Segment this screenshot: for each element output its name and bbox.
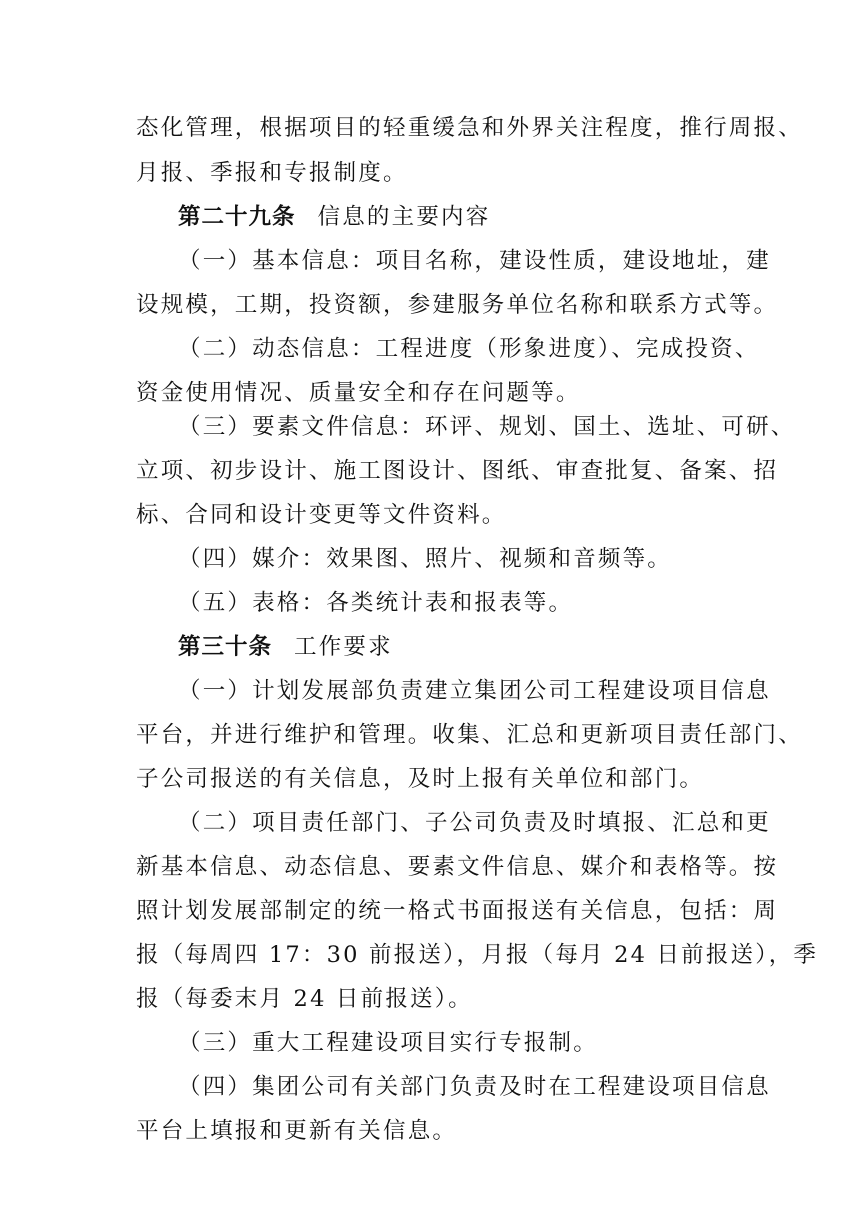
paragraph-line: 态化管理，根据项目的轻重缓急和外界关注程度，推行周报、: [136, 115, 803, 141]
article-29-number: 第二十九条: [178, 204, 296, 230]
paragraph-line: 报（每委末月 24 日前报送）。: [136, 986, 473, 1012]
paragraph-line: （二）项目责任部门、子公司负责及时填报、汇总和更: [178, 810, 771, 836]
paragraph-line: （四）媒介：效果图、照片、视频和音频等。: [178, 546, 673, 572]
paragraph-line: 月报、季报和专报制度。: [136, 160, 408, 186]
paragraph-line: （三）要素文件信息：环评、规划、国土、选址、可研、: [178, 414, 796, 440]
paragraph-line: 照计划发展部制定的统一格式书面报送有关信息，包括：周: [136, 898, 779, 924]
article-30-heading: [0, 625, 868, 669]
paragraph-line: 子公司报送的有关信息，及时上报有关单位和部门。: [136, 766, 705, 792]
paragraph-line: （五）表格：各类统计表和报表等。: [178, 590, 574, 616]
paragraph-line: 平台上填报和更新有关信息。: [136, 1118, 458, 1144]
article-29-title: 信息的主要内容: [317, 204, 491, 230]
paragraph-line: （一）计划发展部负责建立集团公司工程建设项目信息: [178, 678, 771, 704]
paragraph-line: 平台，并进行维护和管理。收集、汇总和更新项目责任部门、: [136, 722, 803, 748]
paragraph-line: （一）基本信息：项目名称，建设性质，建设地址，建: [178, 248, 771, 274]
paragraph-line: 报（每周四 17：30 前报送），月报（每月 24 日前报送），季: [136, 942, 819, 968]
article-30-number: 第三十条: [178, 634, 273, 660]
paragraph-line: 设规模，工期，投资额，参建服务单位名称和联系方式等。: [136, 292, 779, 318]
paragraph-line: （四）集团公司有关部门负责及时在工程建设项目信息: [178, 1074, 771, 1100]
paragraph-line: （二）动态信息：工程进度（形象进度）、完成投资、: [178, 336, 760, 362]
paragraph-line: 立项、初步设计、施工图设计、图纸、审查批复、备案、招: [136, 458, 779, 484]
paragraph-line: 新基本信息、动态信息、要素文件信息、媒介和表格等。按: [136, 854, 779, 880]
paragraph-line: （三）重大工程建设项目实行专报制。: [178, 1030, 598, 1056]
paragraph-line: 标、合同和设计变更等文件资料。: [136, 502, 507, 528]
article-30-title: 工作要求: [294, 634, 393, 660]
article-29-heading: [0, 195, 868, 239]
paragraph-line: 资金使用情况、质量安全和存在问题等。: [136, 380, 581, 406]
